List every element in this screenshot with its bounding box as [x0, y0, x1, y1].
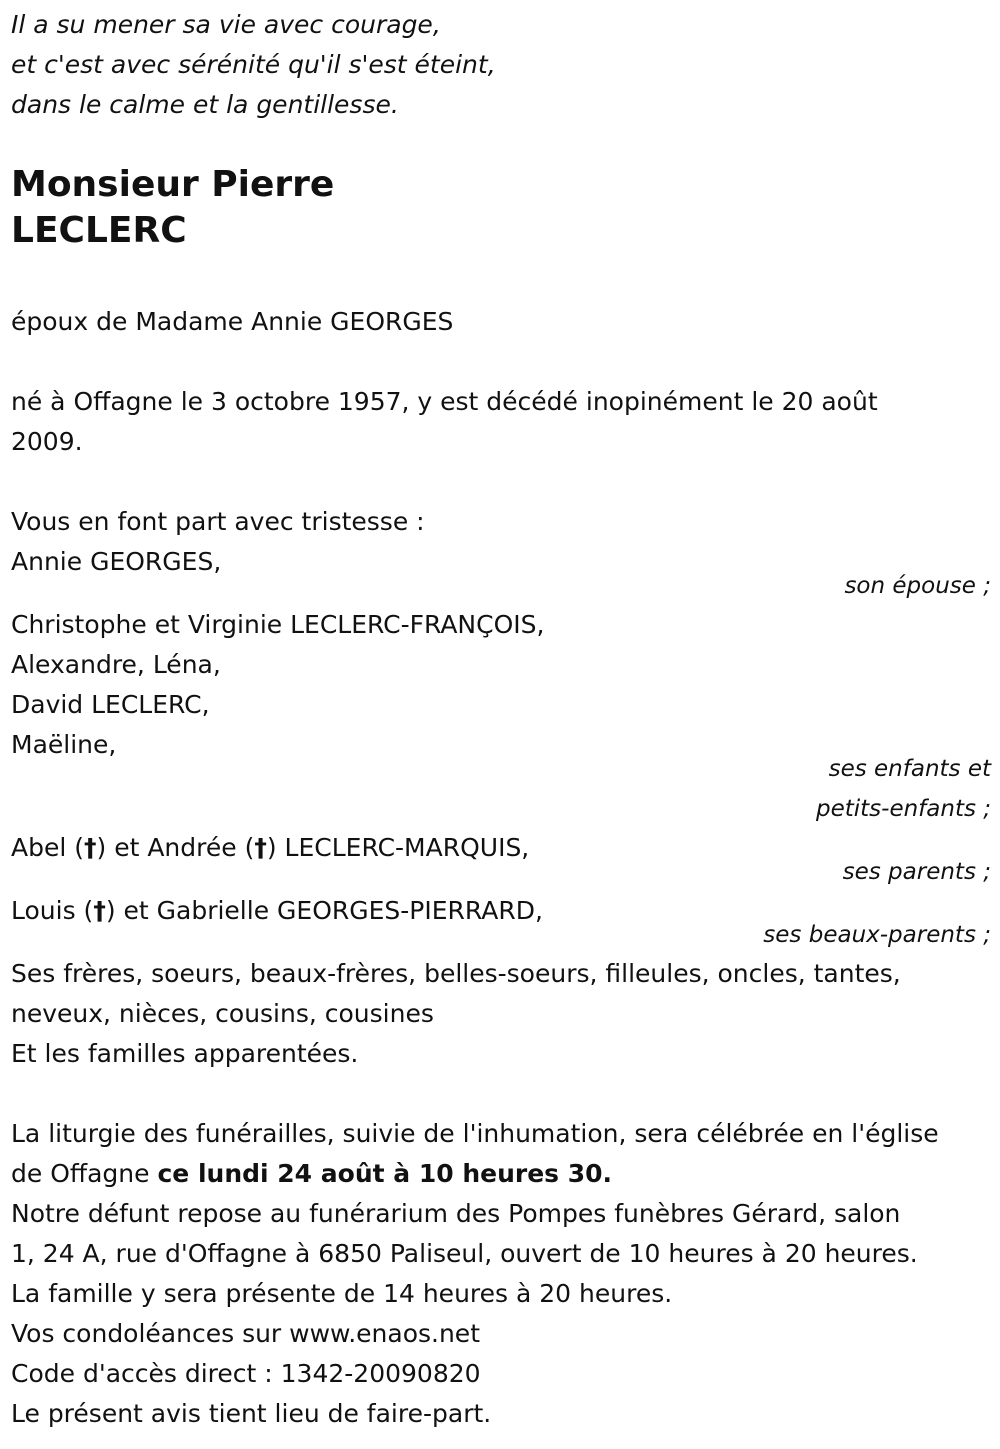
funeral-line-4: 1, 24 A, rue d'Offagne à 6850 Paliseul, ouvert de 10 heures à 20 heures. — [11, 1239, 918, 1268]
funeral-line-3: Notre défunt repose au funérarium des Pompes funèbres Gérard, salon — [11, 1199, 901, 1228]
cross-icon: † — [93, 896, 106, 925]
funeral-date-time: ce lundi 24 août à 10 heures 30. — [157, 1159, 613, 1188]
inlaws-text-a: Louis ( — [11, 896, 94, 925]
child-line-3: David LECLERC, — [11, 690, 210, 719]
funeral-line-2-text: de Offagne — [11, 1159, 158, 1188]
announce-line: Vous en font part avec tristesse : — [11, 507, 425, 536]
funeral-line-5: La famille y sera présente de 14 heures à 20 heures. — [11, 1279, 673, 1308]
parents-line — [11, 833, 529, 863]
parents-text-c: ) LECLERC-MARQUIS, — [266, 833, 530, 862]
poem-line-2: et c'est avec sérénité qu'il s'est éteint, — [11, 50, 496, 79]
access-code-line: Code d'accès direct : 1342-20090820 — [11, 1359, 481, 1388]
children-role-2: petits-enfants ; — [815, 796, 991, 822]
funeral-line-1: La liturgie des funérailles, suivie de l'inhumation, sera célébrée en l'église — [11, 1119, 939, 1148]
birth-line-2: 2009. — [11, 427, 83, 456]
child-line-4: Maëline, — [11, 730, 117, 759]
others-line-1: Ses frères, soeurs, beaux-frères, belles-soeurs, filleules, oncles, tantes, — [11, 959, 901, 988]
funeral-line-2 — [11, 1159, 612, 1189]
others-line-2: neveux, nièces, cousins, cousines — [11, 999, 434, 1028]
wife-name: Annie GEORGES, — [11, 547, 222, 576]
wife-role: son épouse ; — [844, 573, 991, 599]
poem-line-1: Il a su mener sa vie avec courage, — [11, 10, 441, 39]
children-role-1: ses enfants et — [828, 756, 991, 782]
spouse-line: époux de Madame Annie GEORGES — [11, 307, 454, 336]
condolences-line: Vos condoléances sur www.enaos.net — [11, 1319, 480, 1348]
faire-part-line: Le présent avis tient lieu de faire-part. — [11, 1399, 492, 1428]
child-line-1: Christophe et Virginie LECLERC-FRANÇOIS, — [11, 610, 545, 639]
inlaws-role: ses beaux-parents ; — [763, 922, 991, 948]
parents-role: ses parents ; — [842, 859, 991, 885]
inlaws-text-b: ) et Gabrielle GEORGES-PIERRARD, — [105, 896, 543, 925]
deceased-name-first: Monsieur Pierre — [11, 164, 335, 205]
parents-text-a: Abel ( — [11, 833, 84, 862]
child-line-2: Alexandre, Léna, — [11, 650, 221, 679]
poem-line-3: dans le calme et la gentillesse. — [11, 90, 399, 119]
deceased-name-last: LECLERC — [11, 210, 187, 251]
parents-text-b: ) et Andrée ( — [96, 833, 255, 862]
birth-line-1: né à Offagne le 3 octobre 1957, y est décédé inopinément le 20 août — [11, 387, 878, 416]
cross-icon: † — [254, 833, 267, 862]
cross-icon: † — [84, 833, 97, 862]
others-line-3: Et les familles apparentées. — [11, 1039, 359, 1068]
inlaws-line — [11, 896, 543, 926]
